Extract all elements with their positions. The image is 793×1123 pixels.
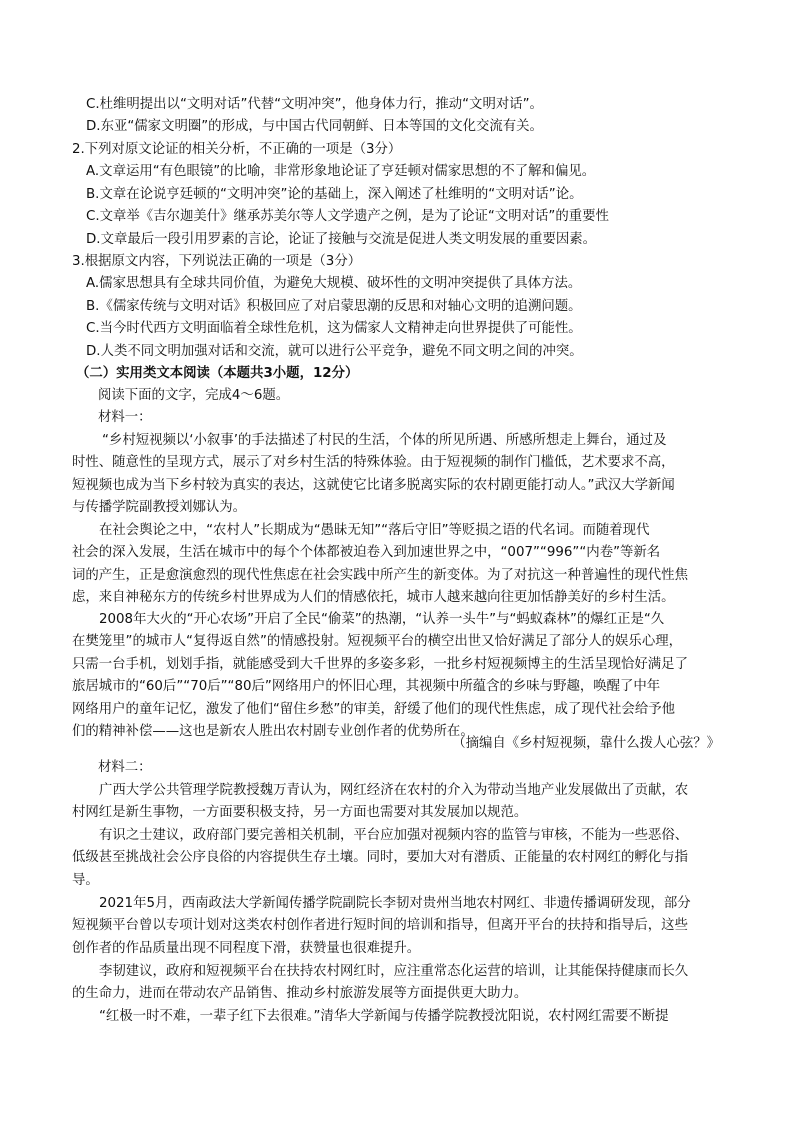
question-2-option-c: C.文章举《吉尔迦美什》继承苏美尔等人文学遗产之例，是为了论证“文明对话”的重要性 [86, 209, 609, 225]
section-heading [76, 363, 726, 385]
question-2 [72, 139, 722, 251]
material-2-label-wrap [98, 757, 748, 779]
paragraph-line: 导。 [72, 872, 99, 888]
question-2-option-b: B.文章在论说亨廷顿的“文明冲突”论的基础上，深入阐述了杜维明的“文明对话”论。 [86, 186, 583, 202]
question-3 [72, 251, 722, 363]
question-3-option-d: D.人类不同文明加强对话和交流，就可以进行公平竞争，避免不同文明之间的冲突。 [86, 343, 583, 359]
question-3-option-c: C.当今时代西方文明面临着全球性危机，这为儒家人文精神走向世界提供了可能性。 [86, 321, 582, 337]
paragraph-line: 2008年大火的“开心农场”开启了全民“偷菜”的热潮，“认养一头牛”与“蚂蚁森林”的爆红正是“久 [99, 612, 665, 627]
section-2-heading: （二）实用类文本阅读（本题共3小题，12分） [76, 366, 359, 381]
paragraph-line: 社会的深入发展，生活在城市中的每个个体都被迫卷入到加速世界之中，“007”“996”“内卷”等新名 [72, 545, 661, 561]
question-3-option-a: A.儒家思想具有全球共同价值，为避免大规模、破坏性的文明冲突提供了具体方法。 [86, 276, 582, 292]
question-3-stem: 3.根据原文内容，下列说法正确的一项是（3分） [72, 254, 362, 269]
option-c: C.杜维明提出以“文明对话”代替“文明冲突”，他身体力行，推动“文明对话”。 [86, 97, 543, 112]
material-1-paragraph-2 [72, 520, 732, 610]
paragraph-line: 与传播学院副教授刘娜认为。 [72, 500, 247, 516]
question-3-option-b: B.《儒家传统与文明对话》积极回应了对启蒙思潮的反思和对轴心文明的追溯问题。 [86, 298, 582, 314]
material-1-paragraph-3 [72, 609, 732, 743]
option-d: D.东亚“儒家文明圈”的形成，与中国古代同朝鲜、日本等国的文化交流有关。 [86, 119, 543, 135]
paragraph-line: 词的产生，正是愈演愈烈的现代性焦虑在社会实践中所产生的新变体。为了对抗这一种普遍性的现代性焦 [72, 567, 688, 583]
material-1-paragraph-1 [72, 430, 732, 520]
paragraph-line: 广西大学公共管理学院教授魏万青认为，网红经济在农村的介入为带动当地产业发展做出了贡献，农 [99, 783, 689, 798]
paragraph-line: 李韧建议，政府和短视频平台在扶持农村网红时，应注重常态化运营的培训，让其能保持健康而长久 [99, 964, 689, 979]
material-2-label: 材料二： [98, 760, 152, 775]
material-2-paragraph-5 [72, 1006, 732, 1028]
paragraph-line: 的生命力，进而在带动农产品销售、推动乡村旅游发展等方面提供更大助力。 [72, 986, 528, 1002]
section-intro [98, 385, 748, 407]
section-2-intro: 阅读下面的文字，完成4～6题。 [98, 388, 290, 403]
paragraph-line: 创作者的作品质量出现不同程度下滑，获赞量也很难提升。 [72, 940, 421, 956]
paragraph-line: 村网红是新生事物，一方面要积极支持，另一方面也需要对其发展加以规范。 [72, 805, 528, 821]
material-1-label-wrap [98, 407, 748, 429]
paragraph-line: 低级甚至挑战社会公序良俗的内容提供生存土壤。同时，要加大对有潜质、正能量的农村网红的孵化与指 [72, 850, 688, 866]
material-1-label: 材料一： [98, 410, 152, 425]
paragraph-line: 有识之士建议，政府部门要完善相关机制，平台应加强对视频内容的监管与审核，不能为一些恶俗、 [99, 828, 689, 843]
paragraph-line: 虑，来自神秘东方的传统乡村世界成为人们的情感依托，城市人越来越向往更加恬静美好的乡村生活。 [72, 590, 675, 606]
material-2-paragraph-4 [72, 961, 732, 1006]
paragraph-line: 网络用户的童年记忆，激发了他们“留住乡愁”的审美，舒缓了他们的现代性焦虑，成了现代社会给予他 [72, 701, 676, 717]
material-1-source-wrap [400, 733, 720, 755]
paragraph-line: 短视频也成为当下乡村较为真实的表达，这就使它比诸多脱离实际的农村剧更能打动人。”武汉大学新闻 [72, 477, 675, 493]
paragraph-line: 短视频平台曾以专项计划对这类农村创作者进行短时间的培训和指导，但离开平台的扶持和指导后，这些 [72, 918, 688, 934]
paragraph-line: 在樊笼里”的城市人“复得返自然”的情感投射。短视频平台的横空出世又恰好满足了部分人的娱乐心理， [72, 634, 682, 650]
material-1-source: （摘编自《乡村短视频，靠什么拨人心弦？》 [452, 736, 720, 751]
paragraph-line: 时性、随意性的呈现方式，展示了对乡村生活的特殊体验。由于短视频的制作门槛低，艺术要求不高， [72, 455, 675, 471]
question-2-stem: 2.下列对原文论证的相关分析，不正确的一项是（3分） [72, 142, 402, 157]
paragraph-line: 只需一台手机，划划手指，就能感受到大千世界的多姿多彩，一批乡村短视频博主的生活呈现恰好满足了 [72, 656, 688, 672]
paragraph-line: 在社会舆论之中，“农村人”长期成为“愚昧无知”“落后守旧”等贬损之语的代名词。而随着现代 [99, 523, 650, 538]
question-2-option-a: A.文章运用“有色眼镜”的比喻，非常形象地论证了亨廷顿对儒家思想的不了解和偏见。 [86, 164, 596, 180]
paragraph-line: 们的精神补偿——这也是新农人胜出农村剧专业创作者的优势所在。 [72, 723, 474, 739]
paragraph-line: “乡村短视频以‘小叙事’的手法描述了村民的生活，个体的所见所遇、所感所想走上舞台，通过及 [102, 433, 667, 448]
question-2-option-d: D.文章最后一段引用罗素的言论，论证了接触与交流是促进人类文明发展的重要因素。 [86, 231, 597, 247]
paragraph-line: 旅居城市的“60后”“70后”“80后”网络用户的怀旧心理，其视频中所蕴含的乡味与野趣，唤醒了中年 [72, 679, 661, 695]
paragraph-line: 2021年5月，西南政法大学新闻传播学院副院长李韧对贵州当地农村网红、非遗传播调研发现，部分 [99, 896, 691, 911]
material-2-paragraph-2 [72, 825, 732, 892]
question-1-options-tail [86, 94, 726, 139]
material-2-paragraph-3 [72, 893, 732, 960]
paragraph-line: “红极一时不难，一辈子红下去很难。”清华大学新闻与传播学院教授沈阳说，农村网红需要不断提 [99, 1009, 669, 1024]
material-2-paragraph-1 [72, 780, 732, 825]
